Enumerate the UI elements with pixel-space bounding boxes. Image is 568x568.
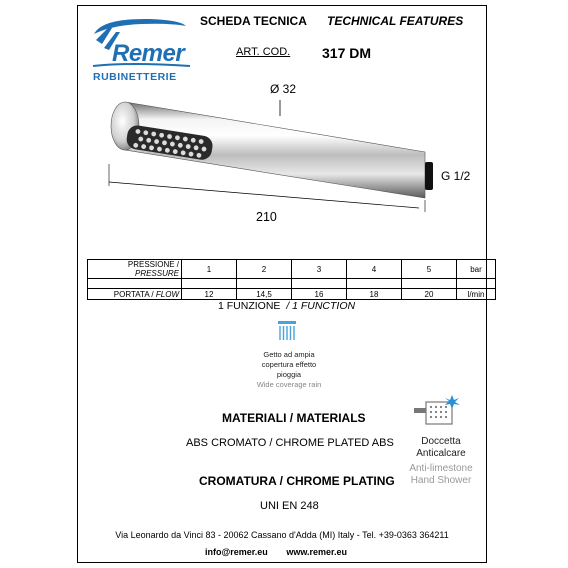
logo-subtitle: RUBINETTERIE: [93, 71, 177, 83]
table-cell: 16: [292, 289, 347, 300]
remer-logo: [90, 14, 192, 84]
flow-row: [88, 289, 496, 300]
table-cell: 4: [347, 260, 402, 279]
company-address: Via Leonardo da Vinci 83 - 20062 Cassano d'Adda (MI) Italy - Tel. +39-0363 364211: [115, 530, 449, 540]
plating-value: UNI EN 248: [260, 500, 319, 512]
pressure-label: PRESSIONE / PRESSURE: [88, 260, 182, 279]
anti-limestone-icon: [414, 394, 464, 426]
logo-wordmark: Remer: [112, 40, 185, 67]
contact-line: [205, 547, 363, 557]
materials-title: MATERIALI / MATERIALS: [222, 411, 366, 425]
rain-spray-icon: [276, 320, 298, 342]
thread-label: G 1/2: [441, 169, 471, 183]
length-label: 210: [256, 210, 277, 224]
materials-value: ABS CROMATO / CHROME PLATED ABS: [186, 437, 394, 449]
plating-title: CROMATURA / CHROME PLATING: [199, 474, 395, 488]
article-code: 317 DM: [322, 45, 372, 61]
function-label: 1 FUNZIONE / 1 FUNCTION: [218, 300, 356, 312]
table-cell: 20: [402, 289, 457, 300]
pressure-unit: bar: [457, 260, 496, 279]
diameter-label: Ø 32: [270, 82, 297, 96]
table-cell: 14,5: [237, 289, 292, 300]
shower-head-drawing: [95, 90, 445, 215]
anti-limestone-it: Doccetta Anticalcare: [416, 436, 466, 459]
table-cell: 2: [237, 260, 292, 279]
flow-table: [87, 259, 496, 300]
pressure-row: [88, 260, 496, 279]
flow-unit: l/min: [457, 289, 496, 300]
title-italian: SCHEDA TECNICA: [200, 14, 307, 28]
table-cell: 18: [347, 289, 402, 300]
website-link[interactable]: www.remer.eu: [286, 547, 348, 557]
title-english: TECHNICAL FEATURES: [327, 14, 464, 28]
spray-description-en: Wide coverage rain: [256, 380, 322, 389]
article-code-label: ART. COD.: [236, 46, 291, 58]
anti-limestone-en: Anti-limestone Hand Shower: [409, 463, 473, 486]
spacer-row: [88, 279, 496, 289]
table-cell: 5: [402, 260, 457, 279]
table-cell: 1: [182, 260, 237, 279]
table-cell: 12: [182, 289, 237, 300]
thread-connector: [425, 162, 433, 190]
email-link[interactable]: info@remer.eu: [205, 547, 268, 557]
spray-description-it: Getto ad ampia copertura effetto pioggia: [261, 350, 317, 379]
flow-label: PORTATA / FLOW: [88, 289, 182, 300]
table-cell: 3: [292, 260, 347, 279]
